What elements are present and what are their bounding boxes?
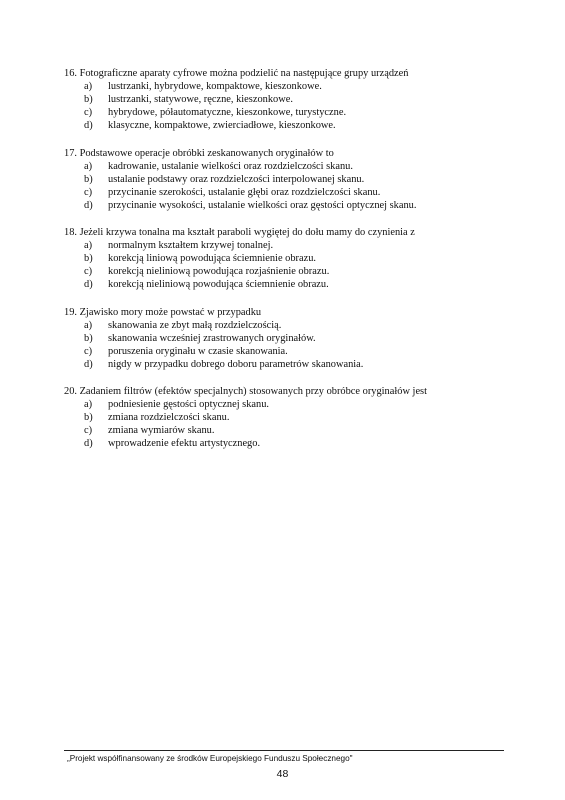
- answer-letter: b): [84, 253, 93, 264]
- answer-letter: c): [84, 266, 93, 277]
- answer-letter: a): [84, 240, 93, 251]
- answer-letter: a): [84, 81, 93, 92]
- question-text: 20. Zadaniem filtrów (efektów specjalnych) stosowanych przy obróbce oryginałów jest: [64, 386, 427, 397]
- answer-option-d: [64, 199, 504, 212]
- answer-letter: c): [84, 186, 93, 198]
- answer-letter: c): [84, 107, 93, 118]
- answer-option-b: [64, 252, 504, 265]
- answer-text: hybrydowe, półautomatyczne, kieszonkowe, turystyczne.: [108, 107, 347, 118]
- answer-text: korekcją liniową powodująca ściemnienie obrazu.: [108, 253, 317, 264]
- answer-option-b: [64, 332, 504, 345]
- answer-letter: a): [84, 399, 93, 410]
- answer-text: skanowania wcześniej zrastrowanych oryginałów.: [108, 332, 316, 344]
- question-18: [64, 226, 504, 291]
- answer-option-b: [64, 173, 504, 186]
- answer-text: lustrzanki, statywowe, ręczne, kieszonkowe.: [108, 94, 293, 105]
- answer-option-a: [64, 160, 504, 173]
- question-list: [64, 67, 504, 465]
- answer-text: nigdy w przypadku dobrego doboru parametrów skanowania.: [108, 358, 364, 370]
- answer-text: podniesienie gęstości optycznej skanu.: [108, 399, 270, 410]
- question-text: 18. Jeżeli krzywa tonalna ma kształt paraboli wygiętej do dołu mamy do czynienia z: [64, 227, 415, 238]
- footer-funding-note: „Projekt współfinansowany ze środków Europejskiego Funduszu Społecznego": [67, 754, 353, 763]
- answer-letter: d): [84, 279, 93, 290]
- page-number: 48: [276, 768, 289, 780]
- answer-letter: c): [84, 345, 93, 357]
- footer-divider: [64, 750, 504, 751]
- answer-option-a: [64, 80, 504, 93]
- answer-letter: a): [84, 319, 93, 331]
- answer-option-a: [64, 398, 504, 411]
- answer-text: przycinanie wysokości, ustalanie wielkości oraz gęstości optycznej skanu.: [108, 199, 417, 211]
- answer-text: przycinanie szerokości, ustalanie głębi oraz rozdzielczości skanu.: [108, 186, 381, 198]
- question-text: 19. Zjawisko mory może powstać w przypadku: [64, 306, 262, 318]
- question-16: [64, 67, 504, 132]
- answer-text: kadrowanie, ustalanie wielkości oraz rozdzielczości skanu.: [108, 160, 353, 172]
- question-17: [64, 147, 504, 212]
- answer-text: normalnym kształtem krzywej tonalnej.: [108, 240, 274, 251]
- answer-text: zmiana wymiarów skanu.: [108, 425, 215, 436]
- answer-text: poruszenia oryginału w czasie skanowania.: [108, 345, 288, 357]
- answer-text: ustalanie podstawy oraz rozdzielczości interpolowanej skanu.: [108, 173, 365, 185]
- answer-option-c: [64, 424, 504, 437]
- answer-letter: d): [84, 120, 93, 131]
- answer-text: wprowadzenie efektu artystycznego.: [108, 438, 261, 449]
- answer-text: korekcją nieliniową powodująca rozjaśnienie obrazu.: [108, 266, 330, 277]
- answer-letter: b): [84, 94, 93, 105]
- answer-option-d: [64, 358, 504, 371]
- answer-text: skanowania ze zbyt małą rozdzielczością.: [108, 319, 282, 331]
- question-text: 16. Fotograficzne aparaty cyfrowe można podzielić na następujące grupy urządzeń: [64, 68, 409, 79]
- answer-option-c: [64, 265, 504, 278]
- answer-option-c: [64, 186, 504, 199]
- answer-letter: c): [84, 425, 93, 436]
- answer-letter: d): [84, 358, 93, 370]
- answer-text: lustrzanki, hybrydowe, kompaktowe, kieszonkowe.: [108, 81, 322, 92]
- answer-option-d: [64, 437, 504, 450]
- answer-letter: b): [84, 412, 93, 423]
- answer-option-b: [64, 411, 504, 424]
- answer-option-a: [64, 319, 504, 332]
- answer-letter: b): [84, 332, 93, 344]
- answer-option-c: [64, 345, 504, 358]
- answer-option-b: [64, 93, 504, 106]
- answer-letter: a): [84, 160, 93, 172]
- answer-option-c: [64, 106, 504, 119]
- answer-text: klasyczne, kompaktowe, zwierciadłowe, kieszonkowe.: [108, 120, 336, 131]
- question-text: 17. Podstawowe operacje obróbki zeskanowanych oryginałów to: [64, 147, 334, 159]
- answer-letter: d): [84, 438, 93, 449]
- answer-option-a: [64, 239, 504, 252]
- question-20: [64, 385, 504, 450]
- answer-letter: b): [84, 173, 93, 185]
- answer-text: korekcją nieliniową powodująca ściemnienie obrazu.: [108, 279, 329, 290]
- question-19: [64, 306, 504, 371]
- answer-text: zmiana rozdzielczości skanu.: [108, 412, 230, 423]
- answer-option-d: [64, 278, 504, 291]
- answer-option-d: [64, 119, 504, 132]
- answer-letter: d): [84, 199, 93, 211]
